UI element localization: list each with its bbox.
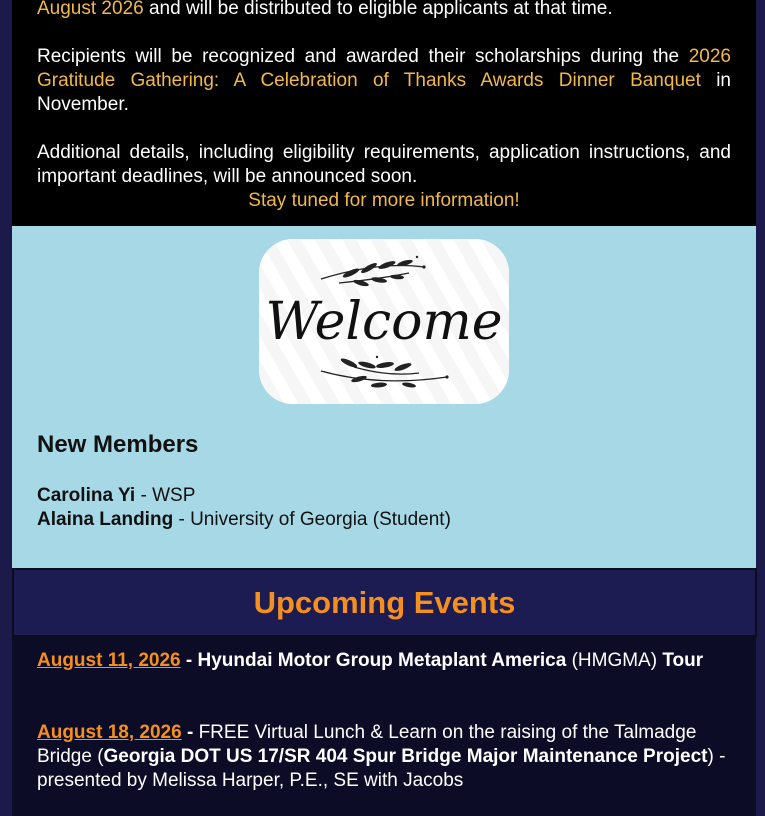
event-title: Hyundai Motor Group Metaplant America [197,650,567,671]
event-project-title: Georgia DOT US 17/SR 404 Spur Bridge Major Maintenance Project [103,746,708,767]
member-row: Alaina Landing - University of Georgia (Student) [37,509,451,530]
event-date-link[interactable]: August 18, 2026 [37,722,182,743]
event-name-highlight: 2026 Gratitude Gathering: A Celebration of Thanks Awards Dinner Banquet [37,46,731,91]
events-list [12,637,756,816]
new-members-heading: New Members [37,431,199,458]
new-members-section [12,226,756,568]
stay-tuned-text: Stay tuned for more information! [248,190,520,211]
member-org: WSP [152,485,196,506]
newsletter-frame [10,0,757,816]
event-item: August 18, 2026 - FREE Virtual Lunch & Learn on the raising of the Talmadge Bridge (Georgia DOT US 17/SR 404 Spur Bridge Major Maintenance Project) - presented by Melissa Harper, P.E., SE with Jacobs [37,722,726,791]
welcome-graphic [259,239,509,404]
member-row: Carolina Yi - WSP [37,485,196,506]
member-name: Alaina Landing [37,509,174,530]
member-org: University of Georgia (Student) [190,509,451,530]
welcome-image [259,239,509,404]
event-date-link[interactable]: August 11, 2026 [37,650,181,671]
member-name: Carolina Yi [37,485,136,506]
announcement-paragraph-3: Additional details, including eligibility requirements, application instructions, and important deadlines, will be announced soon. [37,142,731,187]
announcement-line-1: August 2026 and will be distributed to eligible applicants at that time. [37,0,613,19]
event-item: August 11, 2026 - Hyundai Motor Group Metaplant America (HMGMA) Tour [37,650,704,671]
upcoming-events-heading: Upcoming Events [253,585,516,620]
announcement-paragraph-2: Recipients will be recognized and awarded their scholarships during the 2026 Gratitude Gathering: A Celebration of Thanks Awards Dinner Banquet in November. [37,46,731,115]
scholarship-announcement [12,0,756,226]
date-highlight: August 2026 [37,0,144,19]
upcoming-events-header [12,568,757,637]
welcome-script-text: Welcome [265,292,503,352]
